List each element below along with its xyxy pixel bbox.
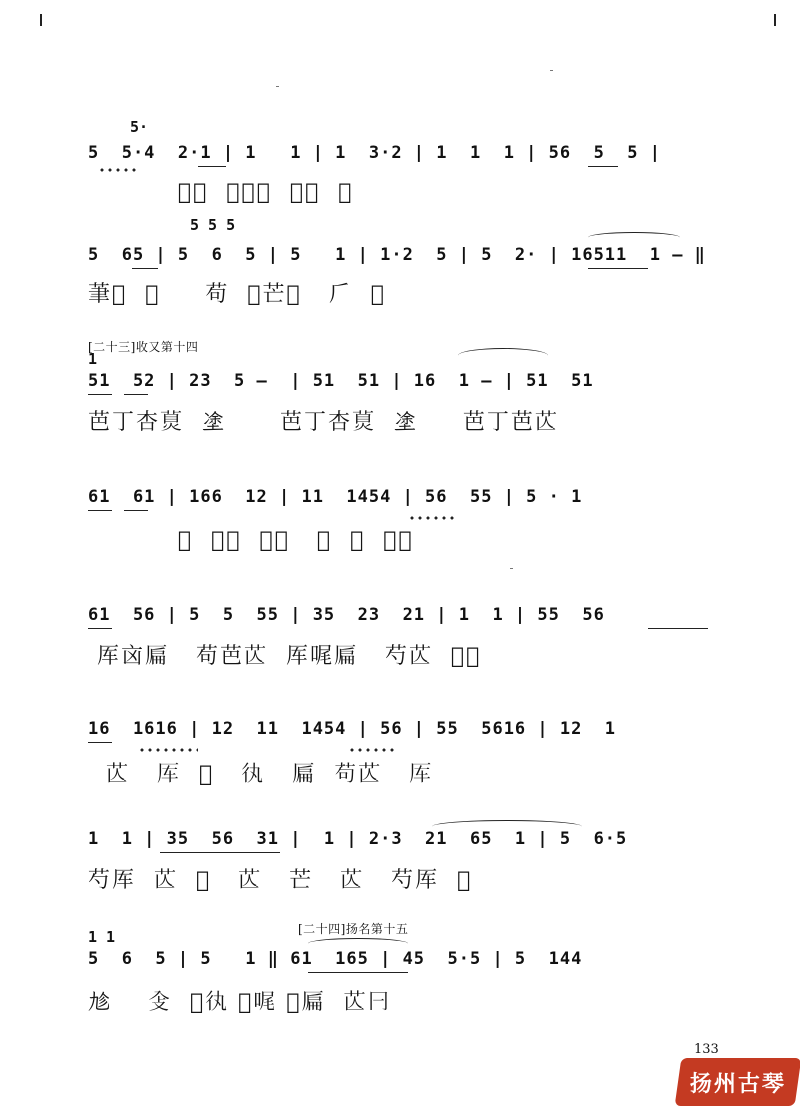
- tablature-text: 𠃩 𠓠 𠣷𢓃 𣅿𠳿 𠡀𠪂 𦬆𠔼: [88, 990, 392, 1015]
- octave-dots: [348, 748, 398, 752]
- stave-row-2: [88, 216, 720, 320]
- above-notes: 5·: [130, 118, 149, 136]
- stave-row-7: [88, 820, 720, 924]
- watermark-logo: [675, 1058, 800, 1106]
- crop-mark-right: [774, 14, 776, 26]
- paper-speck: [550, 70, 553, 71]
- stave-row-3: [88, 338, 720, 460]
- beam: [124, 394, 148, 395]
- above-notes: 5 5 5: [190, 216, 236, 234]
- slur: [308, 938, 408, 949]
- stave-row-4: [88, 478, 720, 582]
- beam: [588, 166, 618, 167]
- tablature-text: 𣅿 匀厍 𠣷𢓃 𠪂 苟 芭𦬆: [88, 528, 414, 553]
- paper-speck: [276, 86, 279, 87]
- watermark-text: 扬州古琴: [689, 1071, 786, 1097]
- stave-row-6: [88, 712, 720, 814]
- beam: [198, 166, 226, 167]
- tablature-text: 芭丁杏𤊾 𡍼 芭丁杏𤊾 𡍼 芭丁芭𦬆: [88, 410, 559, 435]
- jianpu-notes: 5 6 5 | 5 1 ‖ 61 165 | 45 5·5 | 5 144: [88, 949, 583, 969]
- jianpu-notes: 1 1 | 35 56 31 | 1 | 2·3 21 65 1 | 5 6·5: [88, 829, 628, 849]
- slur: [432, 820, 582, 833]
- crop-mark-left: [40, 14, 42, 26]
- slur: [588, 232, 680, 243]
- beam: [124, 510, 148, 511]
- octave-dots: [98, 168, 138, 172]
- beam: [88, 628, 112, 629]
- jianpu-notes: 61 61 | 166 12 | 11 1454 | 56 55 | 5 · 1: [88, 487, 583, 507]
- tablature-text: 𤓰𠡀 茴苟茴 𠳿𠪂 苟: [88, 180, 354, 205]
- section-heading: [二十四]扬名第十五: [298, 922, 409, 936]
- octave-dots: [408, 516, 458, 520]
- stave-row-5: [88, 594, 720, 700]
- tablature-text: 𦬆 厍 𣅿 𢓃 𠪂 苟𦬆 厍: [88, 762, 434, 787]
- tablature-text: 厍㐫𠪂 苟芭𦬆 厍𠳿𠪂 芍𦬆 𣅿𠡀: [88, 644, 482, 669]
- beam: [588, 268, 648, 269]
- jianpu-notes: 51 52 | 23 5 — | 51 51 | 16 1 — | 51 51: [88, 371, 594, 391]
- beam: [88, 742, 112, 743]
- above-notes: 1: [88, 350, 98, 368]
- beam: [132, 268, 158, 269]
- beam: [88, 394, 112, 395]
- paper-speck: [510, 568, 513, 569]
- octave-dots: [138, 748, 198, 752]
- tablature-text: 茟𤧳 𤴁 苟 𦬇芒𠆌 𠂆 𦭡: [88, 282, 386, 307]
- above-notes: 1 1: [88, 928, 116, 946]
- beam: [308, 972, 408, 973]
- beam: [648, 628, 708, 629]
- jianpu-notes: 61 56 | 5 5 55 | 35 23 21 | 1 1 | 55 56: [88, 605, 605, 625]
- stave-row-1: [88, 118, 720, 218]
- stave-row-8: [88, 920, 720, 1042]
- tablature-text: 芍厍 𦬆 𠣷 𦬆 芒 𦬆 芍厍 𤓰: [88, 868, 473, 893]
- beam: [160, 852, 280, 853]
- jianpu-notes: 16 1616 | 12 11 1454 | 56 | 55 5616 | 12 1: [88, 719, 617, 739]
- beam: [88, 510, 112, 511]
- slur: [458, 348, 548, 363]
- jianpu-notes: 5 65 | 5 6 5 | 5 1 | 1·2 5 | 5 2· | 16511 1 — ‖: [88, 245, 706, 265]
- jianpu-notes: 5 5·4 2·1 | 1 1 | 1 3·2 | 1 1 1 | 56 5 5 |: [88, 143, 661, 163]
- section-heading: [二十三]收又第十四: [88, 340, 199, 354]
- page-number: 133: [694, 1042, 719, 1057]
